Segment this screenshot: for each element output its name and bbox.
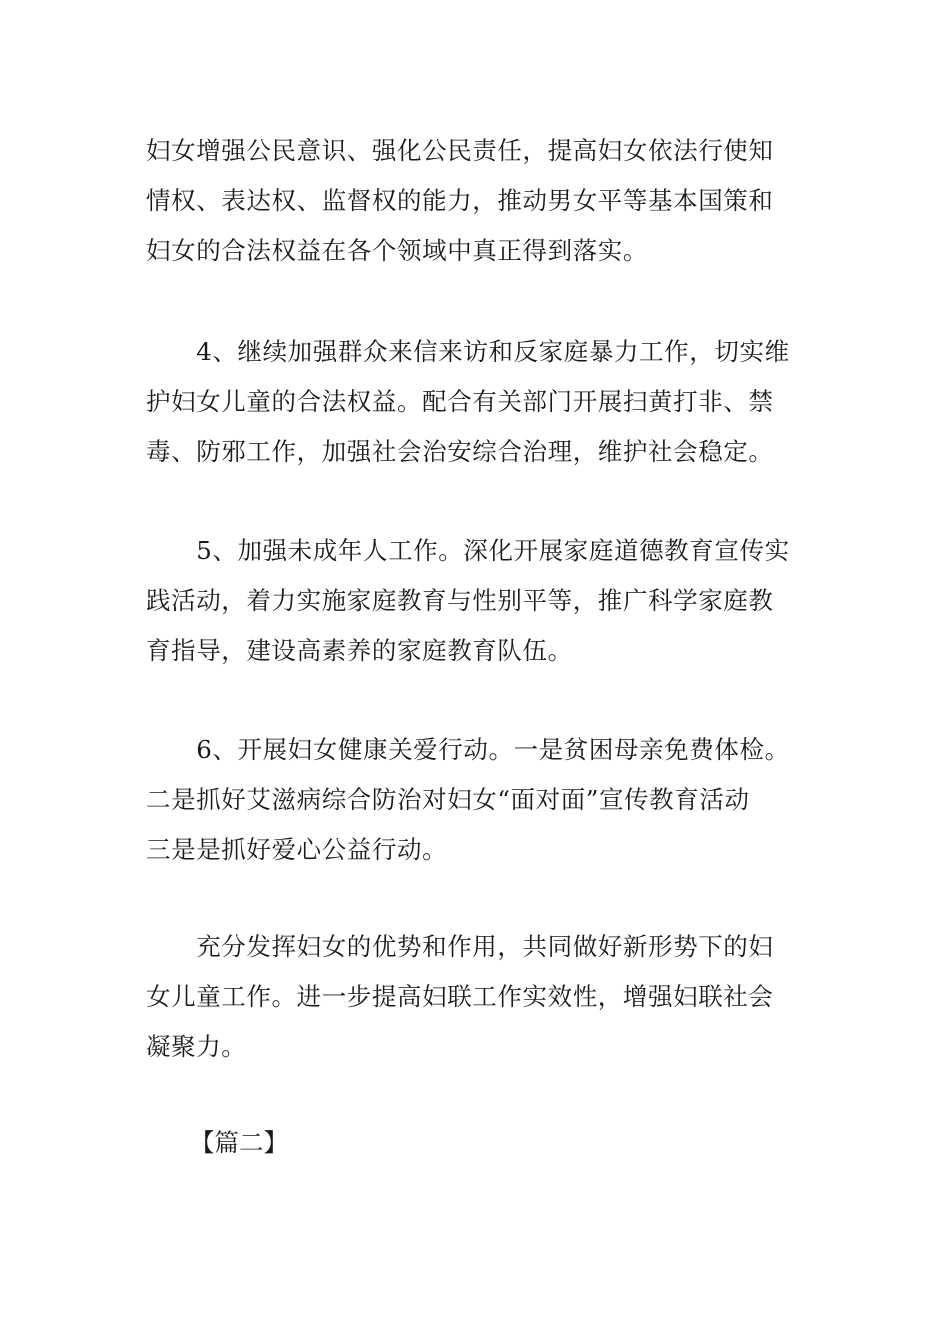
paragraph-line: 践活动，着力实施家庭教育与性别平等，推广科学家庭教: [146, 586, 774, 615]
paragraph-item-4: [146, 327, 806, 477]
paragraph-summary: [146, 922, 806, 1072]
paragraph-line: 凝聚力。: [146, 1032, 247, 1061]
paragraph-line: 育指导，建设高素养的家庭教育队伍。: [146, 636, 573, 665]
paragraph-line: 情权、表达权、监督权的能力，推动男女平等基本国策和: [146, 186, 774, 215]
paragraph-item-5: [146, 526, 806, 676]
paragraph-continuation: [146, 126, 806, 276]
paragraph-line: 妇女增强公民意识、强化公民责任，提高妇女依法行使知: [146, 136, 774, 165]
paragraph-line: 三是是抓好爱心公益行动。: [146, 835, 448, 864]
paragraph-line: 充分发挥妇女的优势和作用，共同做好新形势下的妇: [146, 932, 774, 961]
section-heading: 【篇二】: [190, 1128, 288, 1157]
paragraph-line: 毒、防邪工作，加强社会治安综合治理，维护社会稳定。: [146, 437, 774, 466]
paragraph-line: 女儿童工作。进一步提高妇联工作实效性，增强妇联社会: [146, 982, 774, 1011]
paragraph-line: 妇女的合法权益在各个领域中真正得到落实。: [146, 236, 648, 265]
paragraph-line: 6、开展妇女健康关爱行动。一是贫困母亲免费体检。: [146, 735, 790, 764]
paragraph-item-6: [146, 725, 806, 875]
paragraph-line: 二是抓好艾滋病综合防治对妇女“面对面”宣传教育活动: [146, 785, 750, 814]
paragraph-line: 5、加强未成年人工作。深化开展家庭道德教育宣传实: [146, 536, 790, 565]
paragraph-line: 护妇女儿童的合法权益。配合有关部门开展扫黄打非、禁: [146, 387, 774, 416]
paragraph-line: 4、继续加强群众来信来访和反家庭暴力工作，切实维: [146, 337, 790, 366]
